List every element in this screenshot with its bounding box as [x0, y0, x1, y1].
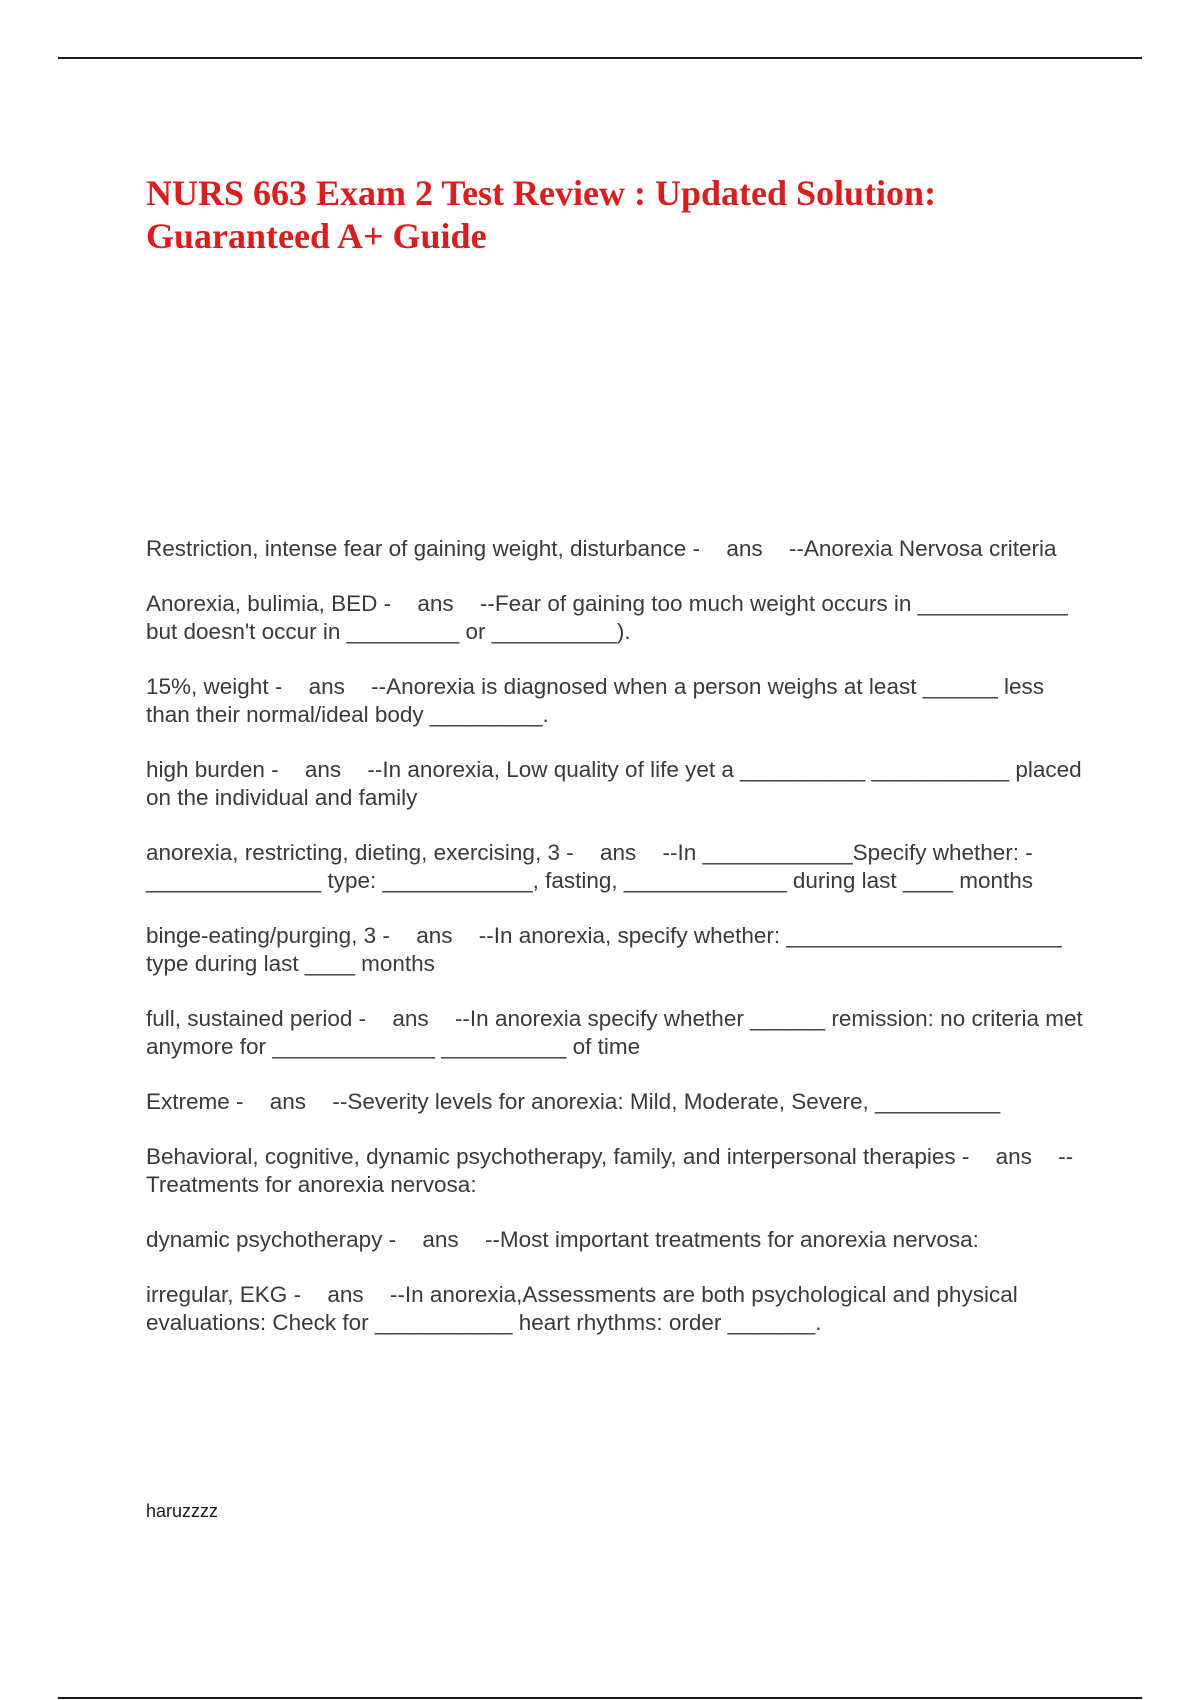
qa-question: --In ____________Specify whether: -______________ type: ____________, fasting, _____________ during last ____ months	[146, 840, 1034, 893]
title-line-2: Guaranteed A+ Guide	[146, 216, 487, 256]
qa-item	[146, 839, 1086, 895]
ans-label: ans	[304, 757, 342, 782]
ans-label: ans	[327, 1282, 364, 1307]
qa-answer: Extreme -	[146, 1089, 244, 1114]
qa-item	[146, 756, 1086, 812]
qa-answer: irregular, EKG -	[146, 1282, 302, 1307]
ans-label: ans	[422, 1227, 459, 1252]
qa-answer: high burden -	[146, 757, 279, 782]
qa-list	[146, 535, 1086, 1364]
ans-label: ans	[726, 536, 763, 561]
qa-answer: Restriction, intense fear of gaining weight, disturbance -	[146, 536, 701, 561]
author-footer: haruzzzz	[146, 1501, 219, 1521]
qa-item	[146, 1005, 1086, 1061]
qa-question: --Severity levels for anorexia: Mild, Moderate, Severe, __________	[332, 1089, 1001, 1114]
qa-question: --Treatments for anorexia nervosa:	[146, 1144, 1074, 1197]
qa-question: --In anorexia,Assessments are both psychological and physical evaluations: Check for ___________ heart rhythms: order _______.	[146, 1282, 1018, 1335]
top-rule	[58, 57, 1142, 59]
qa-answer: Anorexia, bulimia, BED -	[146, 591, 392, 616]
qa-item	[146, 1088, 1086, 1116]
qa-item	[146, 922, 1086, 978]
ans-label: ans	[392, 1006, 429, 1031]
qa-answer: anorexia, restricting, dieting, exercising, 3 -	[146, 840, 574, 865]
qa-item	[146, 673, 1086, 729]
qa-question: --In anorexia, Low quality of life yet a __________ ___________ placed on the individual and family	[146, 757, 1082, 810]
qa-answer: binge-eating/purging, 3 -	[146, 923, 390, 948]
qa-answer: Behavioral, cognitive, dynamic psychotherapy, family, and interpersonal therapies -	[146, 1144, 970, 1169]
qa-question: --Fear of gaining too much weight occurs in ____________ but doesn't occur in _________ or __________).	[146, 591, 1068, 644]
qa-question: --Anorexia Nervosa criteria	[788, 536, 1057, 561]
qa-question: --In anorexia, specify whether: ______________________ type during last ____ months	[146, 923, 1062, 976]
ans-label: ans	[995, 1144, 1032, 1169]
ans-label: ans	[417, 591, 454, 616]
qa-item	[146, 1226, 1086, 1254]
qa-question: --Anorexia is diagnosed when a person weighs at least ______ less than their normal/ideal body _________.	[146, 674, 1045, 727]
qa-answer: full, sustained period -	[146, 1006, 367, 1031]
ans-label: ans	[416, 923, 453, 948]
qa-item	[146, 1143, 1086, 1199]
qa-answer: 15%, weight -	[146, 674, 283, 699]
qa-item	[146, 535, 1086, 563]
title-line-1: NURS 663 Exam 2 Test Review : Updated Solution:	[146, 173, 937, 213]
ans-label: ans	[308, 674, 345, 699]
qa-item	[146, 590, 1086, 646]
qa-item	[146, 1281, 1086, 1337]
qa-question: --In anorexia specify whether ______ remission: no criteria met anymore for _____________ __________ of time	[146, 1006, 1083, 1059]
document-title	[146, 172, 1046, 258]
ans-label: ans	[269, 1089, 307, 1114]
qa-answer: dynamic psychotherapy -	[146, 1227, 397, 1252]
ans-label: ans	[599, 840, 637, 865]
bottom-rule	[58, 1697, 1142, 1699]
qa-question: --Most important treatments for anorexia nervosa:	[484, 1227, 979, 1252]
